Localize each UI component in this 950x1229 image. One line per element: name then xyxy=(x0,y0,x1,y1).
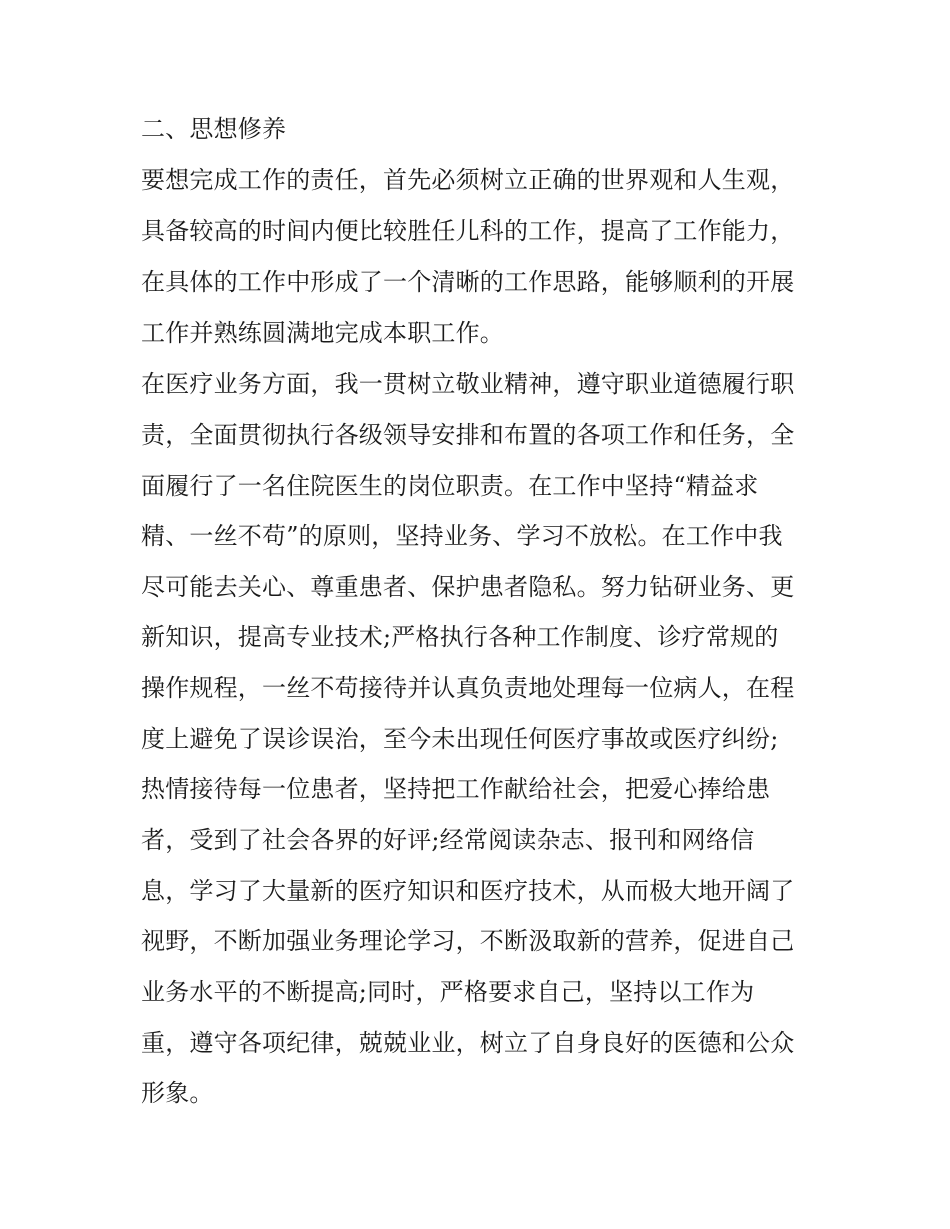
text-line: 责，全面贯彻执行各级领导安排和布置的各项工作和任务，全 xyxy=(141,421,795,449)
text-line: 业务水平的不断提高;同时，严格要求自己，坚持以工作为 xyxy=(141,978,755,1006)
text-line: 重，遵守各项纪律，兢兢业业，树立了自身良好的医德和公众 xyxy=(141,1029,795,1057)
text-line: 视野，不断加强业务理论学习，不断汲取新的营养，促进自己 xyxy=(141,927,795,955)
text-line: 在具体的工作中形成了一个清晰的工作思路，能够顺利的开展 xyxy=(141,268,795,296)
text-line: 热情接待每一位患者，坚持把工作献给社会，把爱心捧给患 xyxy=(141,775,771,803)
section-heading: 二、思想修养 xyxy=(141,115,287,143)
text-line: 要想完成工作的责任，首先必须树立正确的世界观和人生观， xyxy=(141,166,795,194)
text-line: 精、一丝不苟”的原则，坚持业务、学习不放松。在工作中我 xyxy=(141,522,783,550)
text-line: 者，受到了社会各界的好评;经常阅读杂志、报刊和网络信 xyxy=(141,826,755,854)
text-line: 度上避免了误诊误治，至今未出现任何医疗事故或医疗纠纷; xyxy=(141,725,779,753)
text-line: 息，学习了大量新的医疗知识和医疗技术，从而极大地开阔了 xyxy=(141,877,795,905)
text-line: 工作并熟练圆满地完成本职工作。 xyxy=(141,319,504,347)
text-line: 操作规程，一丝不苟接待并认真负责地处理每一位病人，在程 xyxy=(141,674,795,702)
text-line: 尽可能去关心、尊重患者、保护患者隐私。努力钻研业务、更 xyxy=(141,573,795,601)
text-line: 具备较高的时间内便比较胜任儿科的工作，提高了工作能力， xyxy=(141,217,795,245)
text-line: 面履行了一名住院医生的岗位职责。在工作中坚持“精益求 xyxy=(141,472,759,500)
text-line: 在医疗业务方面，我一贯树立敬业精神，遵守职业道德履行职 xyxy=(141,370,795,398)
text-line: 形象。 xyxy=(141,1079,214,1107)
text-line: 新知识，提高专业技术;严格执行各种工作制度、诊疗常规的 xyxy=(141,623,779,651)
